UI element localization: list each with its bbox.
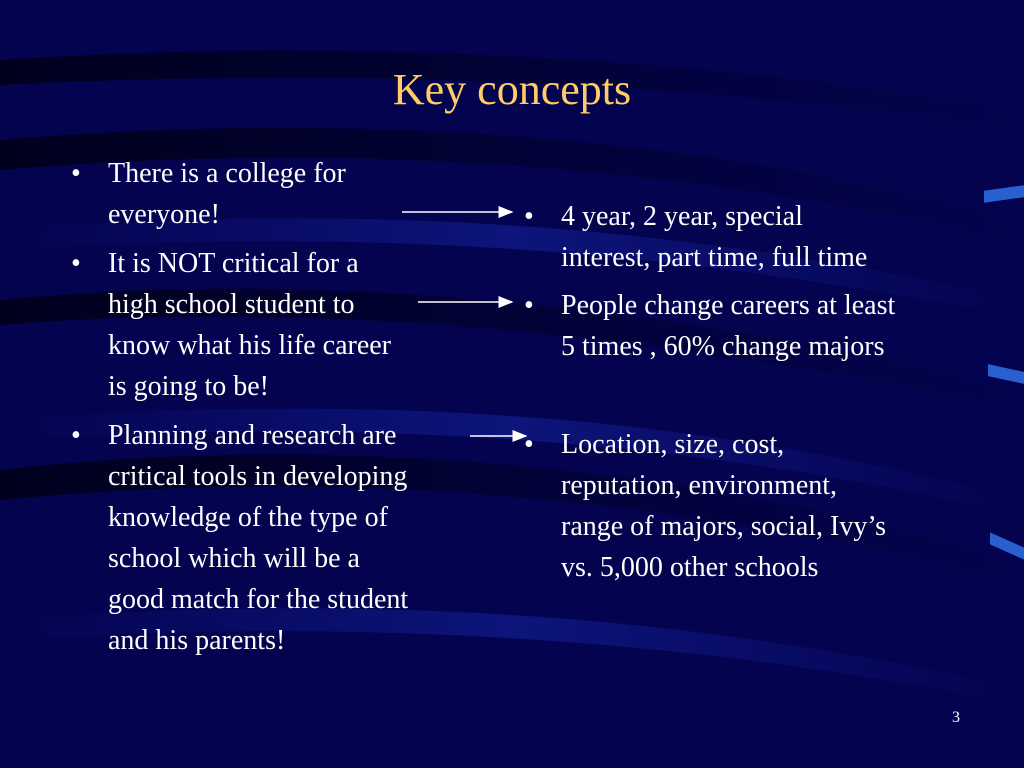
left-bullet-item — [71, 153, 491, 235]
bullet-text: Location, size, cost, reputation, environment, range of majors, social, Ivy’s vs. 5,000 other schools — [561, 429, 887, 583]
bullet-marker: • — [524, 201, 534, 232]
right-bullet-item — [524, 196, 984, 278]
bullet-text: It is NOT critical for a high school student to know what his life career is going to be! — [108, 248, 391, 402]
bullet-marker: • — [71, 248, 81, 279]
page-number: 3 — [952, 709, 960, 726]
left-bullet-item — [71, 243, 491, 407]
bullet-text: People change careers at least 5 times , 60% change majors — [561, 290, 896, 362]
slide-title: Key concepts — [392, 65, 632, 114]
right-bullet-item — [524, 285, 994, 367]
bullet-text: 4 year, 2 year, special interest, part time, full time — [561, 201, 868, 273]
bullet-marker: • — [524, 429, 534, 460]
left-bullet-item — [71, 415, 501, 661]
bullet-text: Planning and research are critical tools in developing knowledge of the type of school which will be a good match for the student and his parents! — [108, 420, 409, 656]
bullet-marker: • — [71, 158, 81, 189]
right-bullet-item — [524, 424, 984, 588]
bullet-marker: • — [71, 420, 81, 451]
bullet-text: There is a college for everyone! — [108, 158, 346, 230]
bullet-marker: • — [524, 290, 534, 321]
